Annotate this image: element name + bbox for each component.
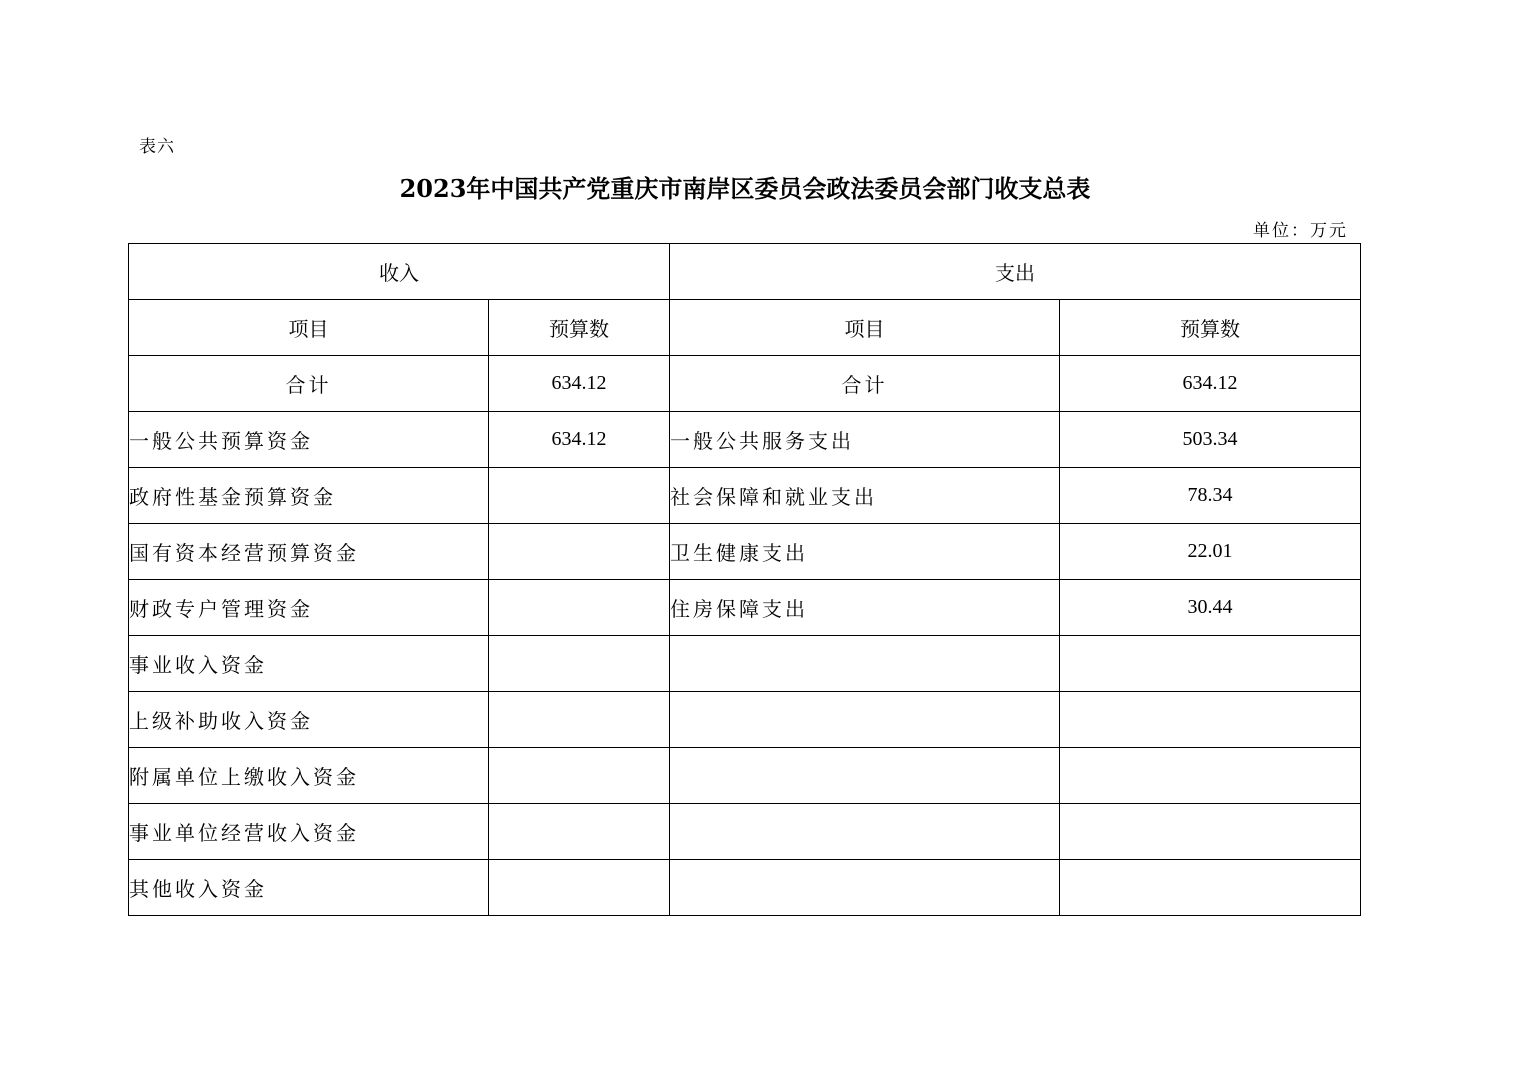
table-row-total bbox=[129, 356, 1361, 412]
income-value: 634.12 bbox=[489, 412, 670, 468]
expense-value bbox=[1060, 804, 1361, 860]
expense-item bbox=[670, 748, 1060, 804]
expense-value bbox=[1060, 692, 1361, 748]
table-row bbox=[129, 524, 1361, 580]
expense-value bbox=[1060, 748, 1361, 804]
column-header-row bbox=[129, 300, 1361, 356]
income-item: 财政专户管理资金 bbox=[129, 580, 489, 636]
income-budget-header: 预算数 bbox=[489, 300, 670, 356]
income-item: 合计 bbox=[129, 356, 489, 412]
expense-item bbox=[670, 636, 1060, 692]
expense-value: 503.34 bbox=[1060, 412, 1361, 468]
income-item: 其他收入资金 bbox=[129, 860, 489, 916]
table-row bbox=[129, 692, 1361, 748]
page-title: 2023年中国共产党重庆市南岸区委员会政法委员会部门收支总表 bbox=[399, 174, 1091, 203]
income-value bbox=[489, 748, 670, 804]
expense-value bbox=[1060, 636, 1361, 692]
table-row bbox=[129, 748, 1361, 804]
table-row bbox=[129, 468, 1361, 524]
expense-value: 78.34 bbox=[1060, 468, 1361, 524]
unit-label: 单位：万元 bbox=[1253, 221, 1348, 241]
table-row bbox=[129, 580, 1361, 636]
expense-item bbox=[670, 692, 1060, 748]
expense-item-header: 项目 bbox=[670, 300, 1060, 356]
table-row bbox=[129, 636, 1361, 692]
group-header-row bbox=[129, 244, 1361, 300]
income-value bbox=[489, 636, 670, 692]
expense-value bbox=[1060, 860, 1361, 916]
expense-item: 合计 bbox=[670, 356, 1060, 412]
expense-item: 卫生健康支出 bbox=[670, 524, 1060, 580]
expense-item: 住房保障支出 bbox=[670, 580, 1060, 636]
expense-value: 22.01 bbox=[1060, 524, 1361, 580]
income-item-header: 项目 bbox=[129, 300, 489, 356]
income-value bbox=[489, 692, 670, 748]
budget-table bbox=[128, 243, 1361, 916]
table-row bbox=[129, 860, 1361, 916]
income-header: 收入 bbox=[129, 244, 670, 300]
expense-item: 社会保障和就业支出 bbox=[670, 468, 1060, 524]
expense-budget-header: 预算数 bbox=[1060, 300, 1361, 356]
income-item: 政府性基金预算资金 bbox=[129, 468, 489, 524]
expense-header: 支出 bbox=[670, 244, 1361, 300]
expense-item: 一般公共服务支出 bbox=[670, 412, 1060, 468]
expense-value: 30.44 bbox=[1060, 580, 1361, 636]
expense-value: 634.12 bbox=[1060, 356, 1361, 412]
income-value bbox=[489, 580, 670, 636]
income-item: 附属单位上缴收入资金 bbox=[129, 748, 489, 804]
income-item: 一般公共预算资金 bbox=[129, 412, 489, 468]
income-value: 634.12 bbox=[489, 356, 670, 412]
income-value bbox=[489, 524, 670, 580]
table-row bbox=[129, 804, 1361, 860]
income-value bbox=[489, 468, 670, 524]
table-row bbox=[129, 412, 1361, 468]
expense-item bbox=[670, 804, 1060, 860]
income-item: 事业单位经营收入资金 bbox=[129, 804, 489, 860]
expense-item bbox=[670, 860, 1060, 916]
income-value bbox=[489, 860, 670, 916]
income-item: 事业收入资金 bbox=[129, 636, 489, 692]
income-item: 国有资本经营预算资金 bbox=[129, 524, 489, 580]
income-item: 上级补助收入资金 bbox=[129, 692, 489, 748]
table-number-label: 表六 bbox=[139, 137, 175, 157]
income-value bbox=[489, 804, 670, 860]
